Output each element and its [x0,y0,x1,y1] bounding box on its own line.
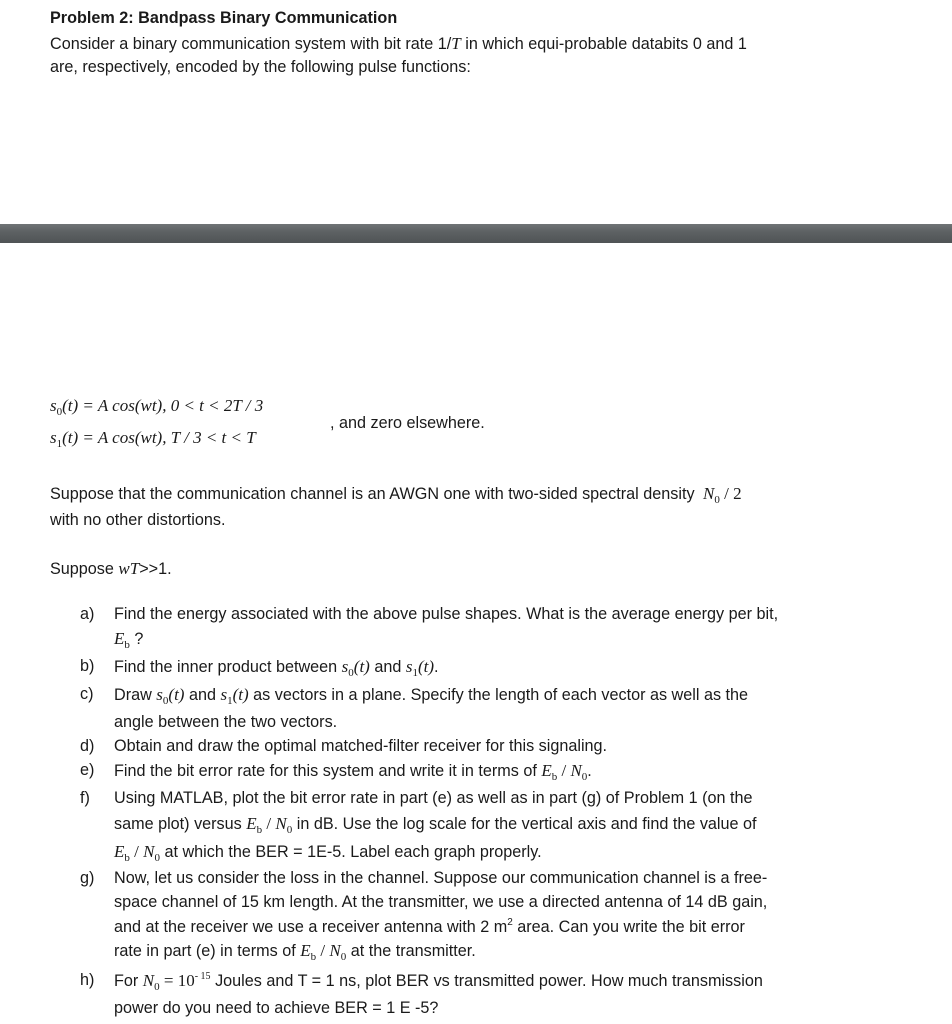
item-f-line-1: Using MATLAB, plot the bit error rate in part (e) as well as in part (g) of Problem 1 (on the [114,789,753,807]
item-h-line-1: For $N_0 = 10^{- 15}$ Joules and T = 1 ns, plot BER vs transmitted power. How much transmission [114,971,763,993]
item-g-line-2: space channel of 15 km length. At the transmitter, we use a directed antenna of 14 dB gain, [114,893,768,911]
item-c-label: c) [80,685,94,703]
assumption: Suppose wT>>1. [50,559,172,578]
item-h-line-2: power do you need to achieve BER = 1 E -5? [114,999,439,1017]
item-g-line-3: and at the receiver we use a receiver antenna with 2 $m^2$ area. Can you write the bit error [114,917,745,936]
channel-line-1: Suppose that the communication channel is an AWGN one with two-sided spectral density $N_0 / 2$ [50,484,742,506]
intro-text-2: in which equi-probable databits 0 and 1 [460,35,747,53]
equation-s1: $s_1(t) = A$ cos(wt), T / 3 < t < T [50,428,256,450]
item-b-label: b) [80,657,95,675]
item-b-line-1: Find the inner product between $s_0(t)$ and $s_1(t)$. [114,657,439,679]
intro-line-2: are, respectively, encoded by the following pulse functions: [50,58,471,76]
intro-line-1 [50,34,747,54]
item-e-line-1: Find the bit error rate for this system and write it in terms of $E_b / N_0$. [114,761,592,783]
item-h-label: h) [80,971,95,989]
divider-bar [0,224,952,243]
item-d-line-1: Obtain and draw the optimal matched-filter receiver for this signaling. [114,737,608,755]
item-a-label: a) [80,605,95,623]
item-f-line-2: same plot) versus $E_b / N_0$ in dB. Use the log scale for the vertical axis and find the value of [114,814,757,836]
item-a-line-1: Find the energy associated with the above pulse shapes. What is the average energy per bit, [114,605,779,623]
intro-text: Consider a binary communication system with bit rate 1/ [50,35,452,53]
equation-suffix: , and zero elsewhere. [330,414,485,432]
item-f-line-3: $E_b / N_0$ at which the BER = 1E-5. Label each graph properly. [114,842,542,864]
channel-line-2: with no other distortions. [50,511,226,529]
item-c-line-1: Draw $s_0(t)$ and $s_1(t)$ as vectors in a plane. Specify the length of each vector as well as the [114,685,749,707]
item-g-line-1: Now, let us consider the loss in the channel. Suppose our communication channel is a free- [114,869,768,887]
intro-T: T [451,34,461,53]
equation-s0: $s_0(t) = A$ cos(wt), 0 < t < 2T / 3 [50,396,264,418]
item-f-label: f) [80,789,90,807]
item-g-line-4: rate in part (e) in terms of $E_b / N_0$ at the transmitter. [114,941,476,963]
item-g-label: g) [80,869,95,887]
item-a-line-2: $E_b$ ? [114,629,144,651]
item-d-label: d) [80,737,95,755]
item-c-line-2: angle between the two vectors. [114,713,338,731]
problem-title: Problem 2: Bandpass Binary Communication [50,9,398,27]
item-e-label: e) [80,761,95,779]
